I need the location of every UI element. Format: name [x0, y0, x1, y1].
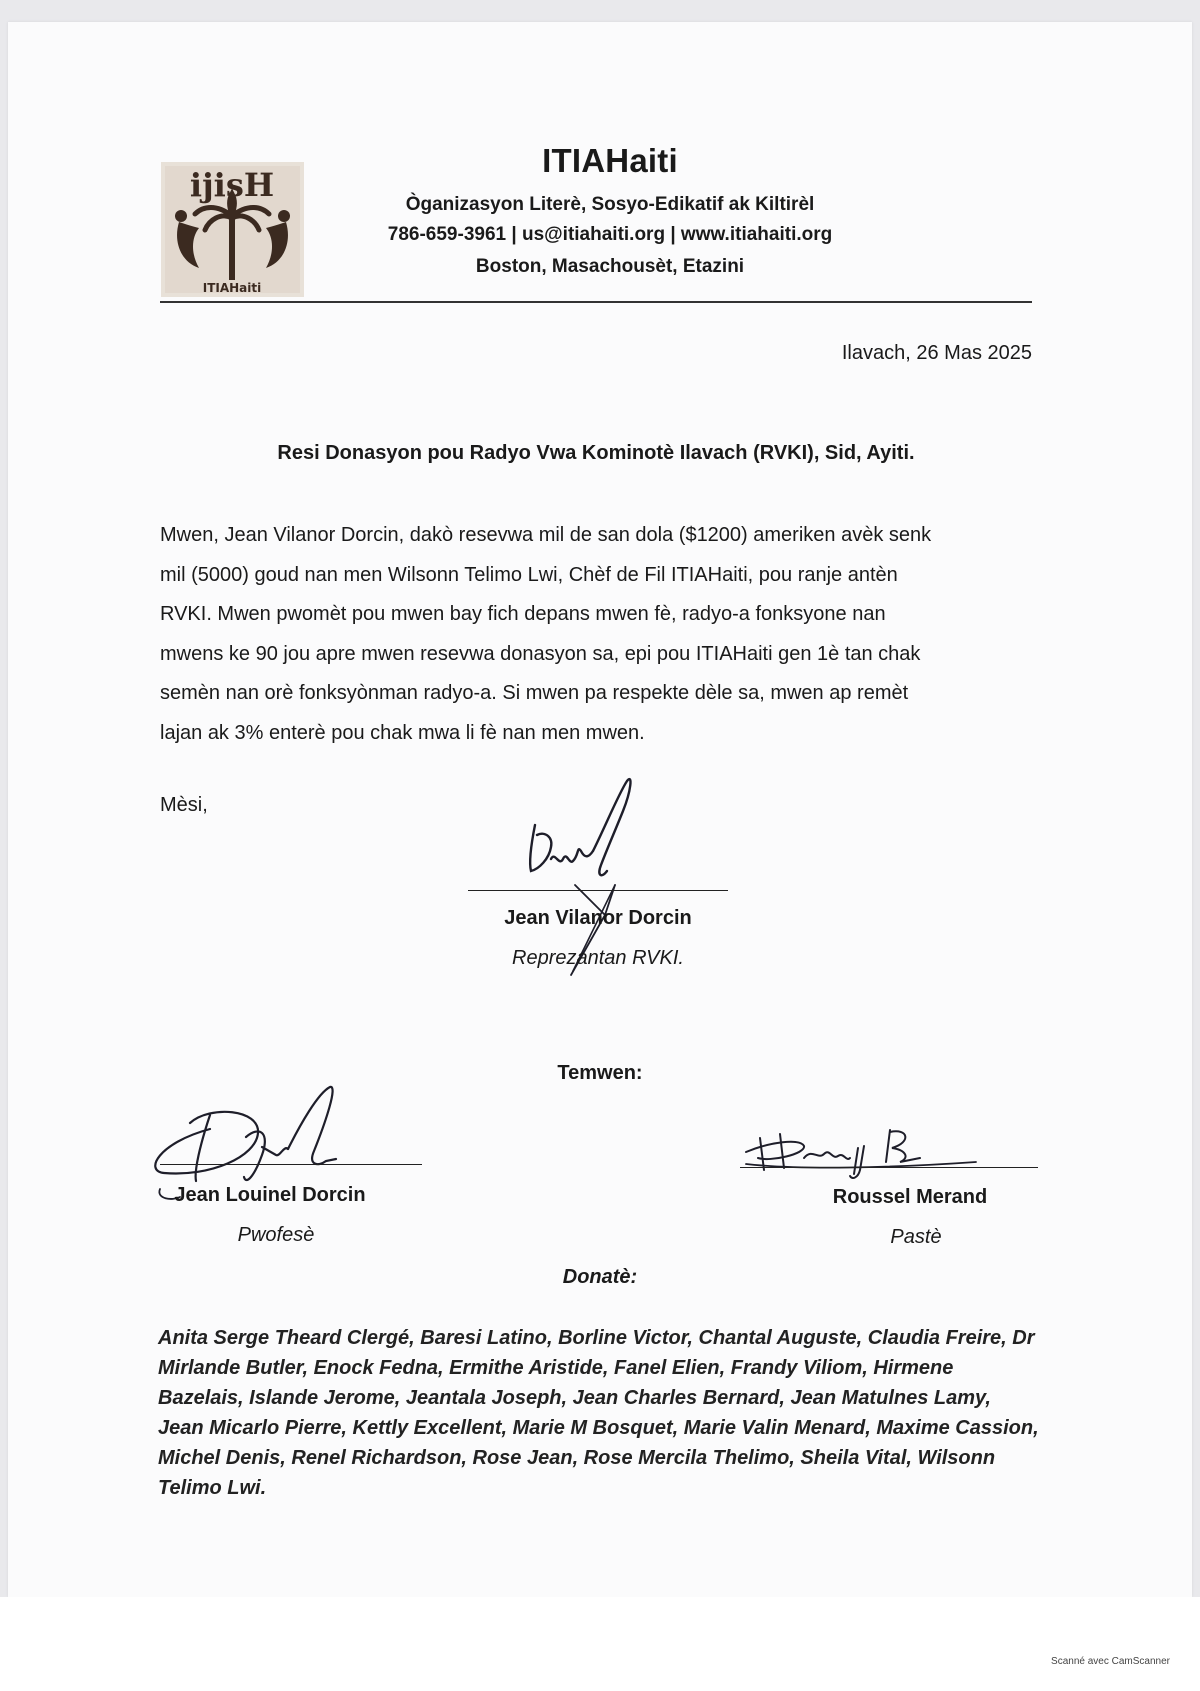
- header-divider: [160, 301, 1032, 303]
- witness-2-signature-line: [740, 1167, 1038, 1168]
- organization-logo: [161, 162, 304, 297]
- logo-text-top: ijisH: [189, 166, 275, 204]
- closing-salutation: Mèsi,: [160, 794, 208, 816]
- receipt-body: Mwen, Jean Vilanor Dorcin, dakò resevwa mil de san dola ($1200) ameriken avèk senk mil (5000) goud nan men Wilsonn Telimo Lwi, Chèf de Fil ITIAHaiti, pou ranje antèn RVKI. Mwen pwomèt pou mwen bay fich depans mwen fè, radyo-a fonksyone nan mwens ke 90 jou apre mwen resevwa donasyon sa, epi pou ITIAHaiti gen 1è tan chak semèn nan orè fonksyònman radyo-a. Si mwen pa respekte dèle sa, mwen ap remèt lajan ak 3% enterè pou chak mwa li fè nan men mwen.: [160, 524, 932, 744]
- witness-2-role: Pastè: [890, 1226, 942, 1248]
- representative-name: Jean Vilanor Dorcin: [504, 907, 692, 929]
- donors-label: Donatè:: [562, 1266, 638, 1288]
- witness-1-signature-line: [160, 1164, 422, 1165]
- organization-tagline: Òganizasyon Literè, Sosyo-Edikatif ak Kiltirèl: [405, 194, 815, 215]
- donors-list: Anita Serge Theard Clergé, Baresi Latino, Borline Victor, Chantal Auguste, Claudia Freire, Dr Mirlande Butler, Enock Fedna, Ermithe Aristide, Fanel Elien, Frandy Viliom, Hirmene Bazelais, Islande Jerome, Jeantala Joseph, Jean Charles Bernard, Jean Matulnes Lamy, Jean Micarlo Pierre, Kettly Excellent, Marie M Bosquet, Marie Valin Menard, Maxime Cassion, Michel Denis, Renel Richardson, Rose Jean, Rose Mercila Thelimo, Sheila Vital, Wilsonn Telimo Lwi.: [158, 1327, 1039, 1499]
- witness-label: Temwen:: [557, 1062, 643, 1084]
- organization-name: ITIAHaiti: [542, 142, 678, 179]
- logo-text-bottom: ITIAHaiti: [202, 281, 262, 295]
- witness-2-name: Roussel Merand: [832, 1186, 988, 1208]
- organization-contact: 786-659-3961 | us@itiahaiti.org | www.itiahaiti.org: [387, 224, 833, 245]
- witness-1-role: Pwofesè: [237, 1224, 315, 1246]
- representative-role: Reprezantan RVKI.: [512, 947, 684, 969]
- scanner-watermark: Scanné avec CamScanner: [1051, 1656, 1170, 1667]
- document-title: Resi Donasyon pou Radyo Vwa Kominotè Ilavach (RVKI), Sid, Ayiti.: [277, 442, 915, 464]
- representative-signature-line: [468, 890, 728, 891]
- place-and-date: Ilavach, 26 Mas 2025: [841, 342, 1032, 364]
- scan-footer: [0, 1597, 1200, 1691]
- organization-address: Boston, Masachousèt, Etazini: [475, 256, 745, 277]
- witness-1-name: Jean Louinel Dorcin: [174, 1184, 366, 1206]
